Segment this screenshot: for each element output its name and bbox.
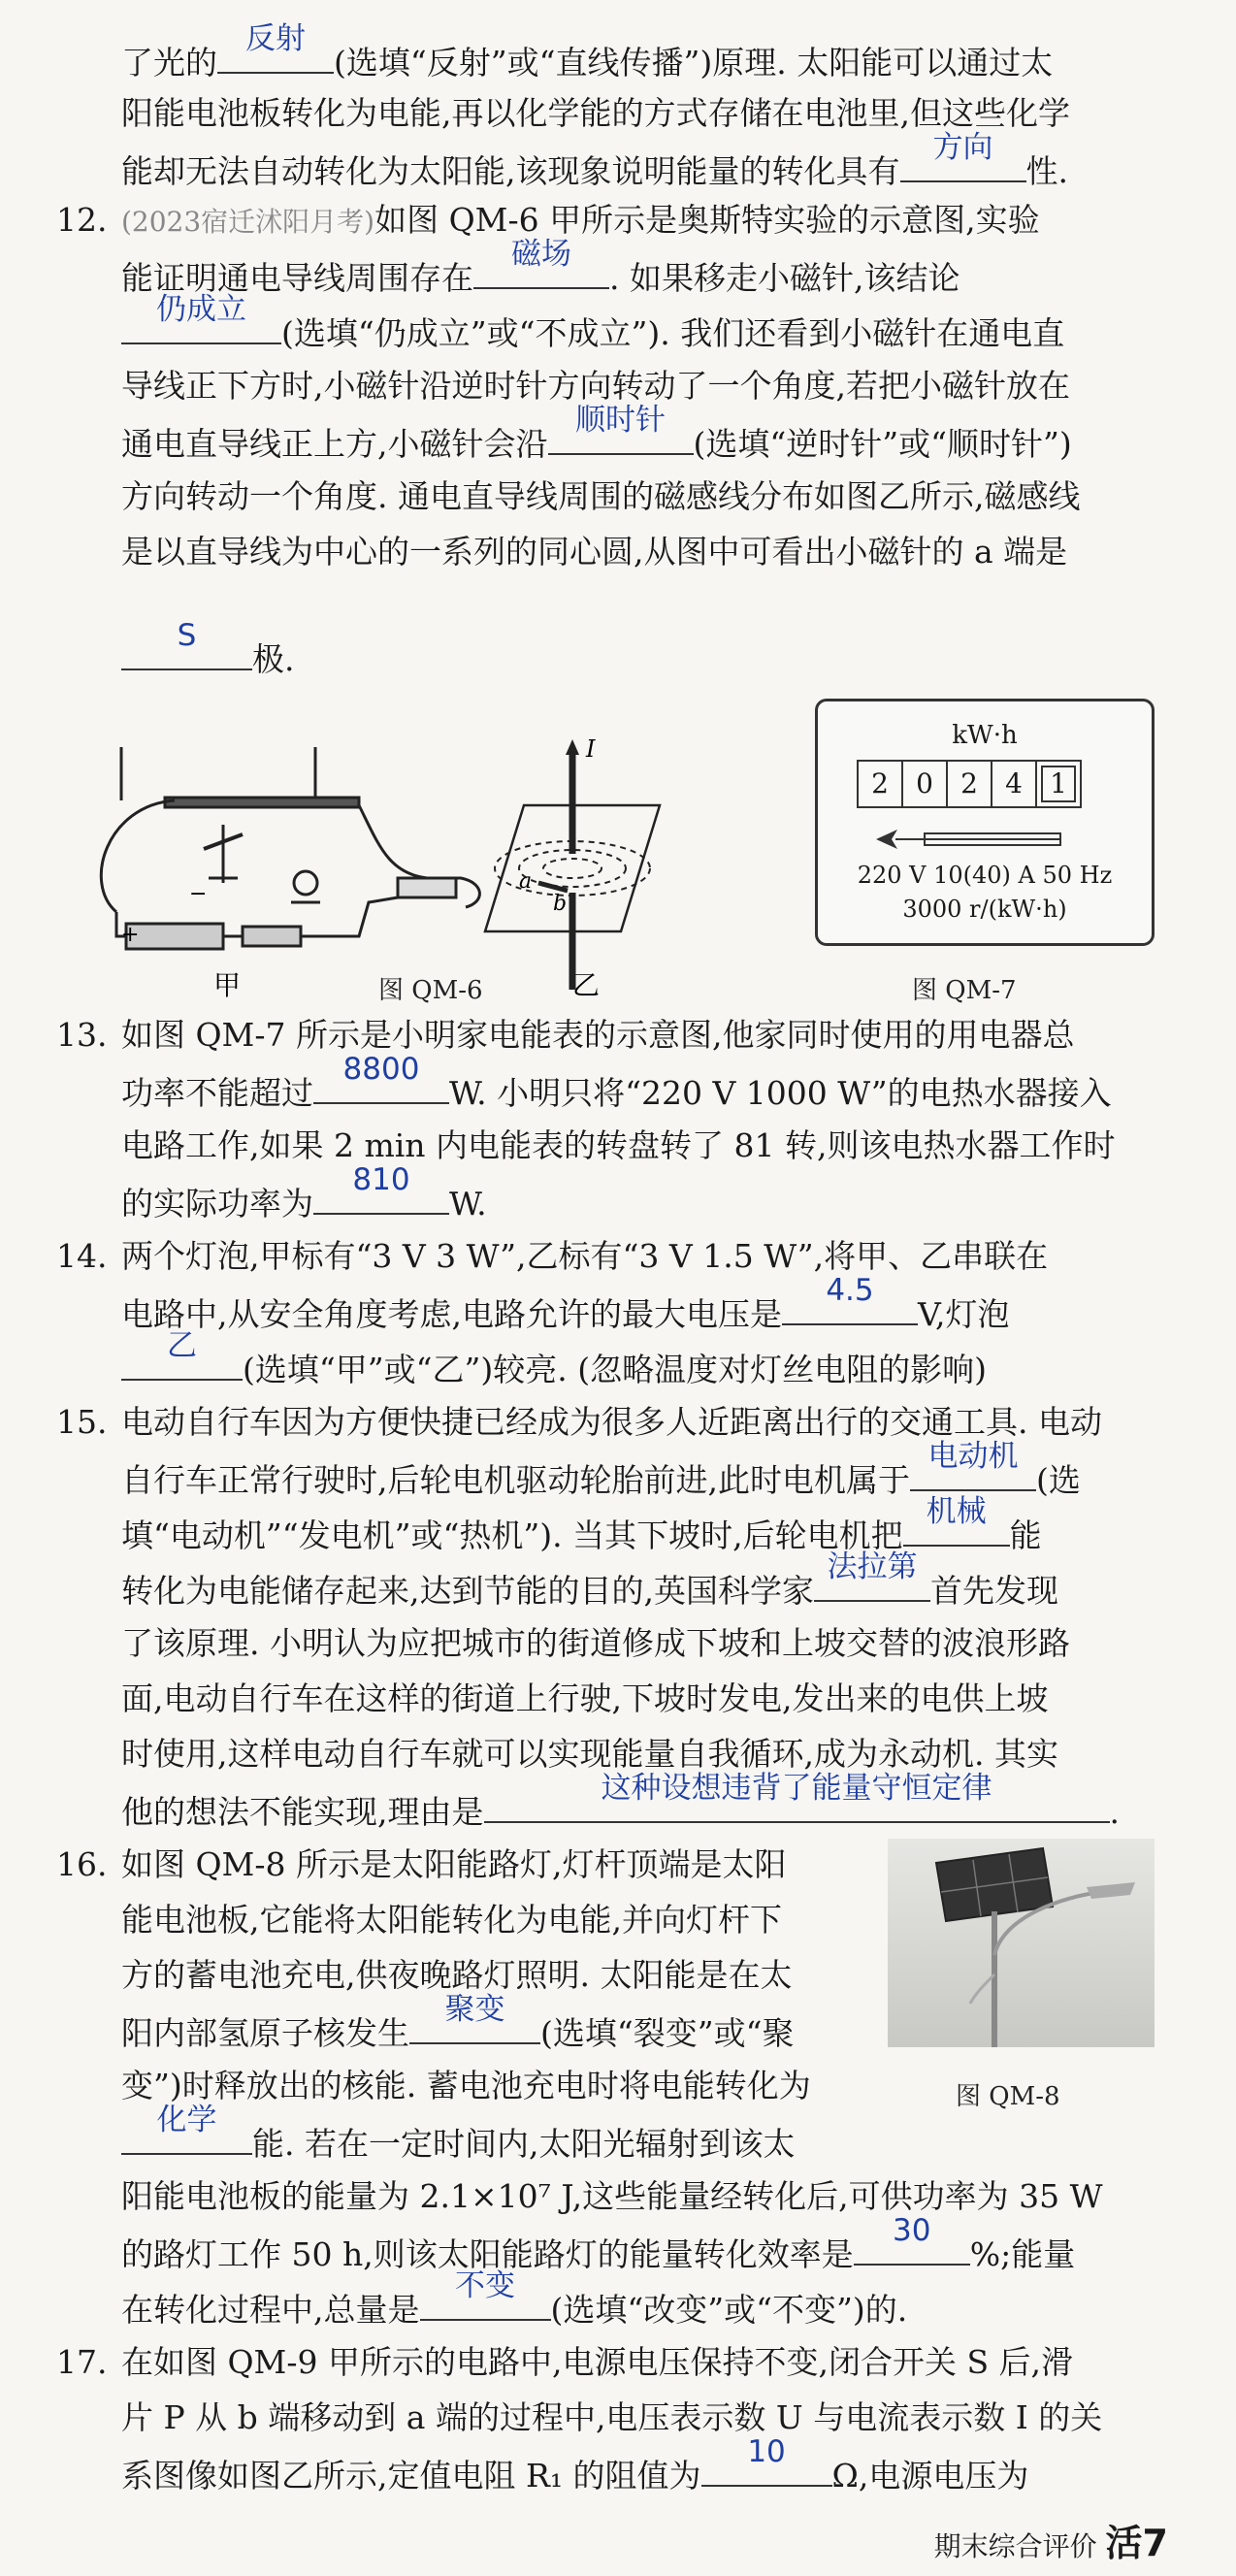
q15-line-1: 电动自行车因为方便快捷已经成为很多人近距离出行的交通工具. 电动 — [121, 1403, 1102, 1441]
q16-line-9: 在转化过程中,总量是 不变 (选填“改变”或“不变”)的. — [121, 2268, 908, 2329]
electricity-meter — [815, 699, 1155, 946]
meter-unit: kW·h — [952, 721, 1018, 750]
answer-blank[interactable]: 化学 — [121, 2120, 252, 2155]
q12-line-5: 通电直导线正上方,小磁针会沿 顺时针 (选填“逆时针”或“顺时针”) — [121, 403, 1072, 463]
q11-line-2: 阳能电池板转化为电能,再以化学能的方式存储在电池里,但这些化学 — [121, 94, 1070, 132]
meter-digit: 0 — [901, 760, 948, 808]
answer-blank[interactable]: 顺时针 — [548, 420, 694, 455]
answer-blank[interactable]: 810 — [313, 1180, 449, 1215]
answer-blank[interactable]: 仍成立 — [121, 310, 281, 344]
answer-blank[interactable]: 8800 — [313, 1069, 449, 1104]
q13-line-1: 如图 QM-7 所示是小明家电能表的示意图,他家同时使用的用电器总 — [121, 1016, 1075, 1054]
q12-line-6: 方向转动一个角度. 通电直导线周围的磁感线分布如图乙所示,磁感线 — [121, 477, 1081, 515]
q12-line-1: (2023宿迁沭阳月考)如图 QM-6 甲所示是奥斯特实验的示意图,实验 — [121, 201, 1040, 239]
q16-line-3: 方的蓄电池充电,供夜晚路灯照明. 太阳能是在太 — [121, 1956, 793, 1994]
q16-line-4: 阳内部氢原子核发生 聚变 (选填“裂变”或“聚 — [121, 1992, 795, 2052]
answer-blank[interactable]: 4.5 — [782, 1290, 918, 1325]
q11-line-3: 能却无法自动转化为太阳能,该现象说明能量的转化具有 方向 性. — [121, 130, 1068, 190]
oersted-experiment-figure — [101, 747, 479, 949]
question-number: 16. — [56, 1845, 108, 1883]
q12-line-4: 导线正下方时,小磁针沿逆时针方向转动了一个角度,若把小磁针放在 — [121, 367, 1070, 405]
answer-blank[interactable]: S — [121, 636, 252, 670]
footer-section: 活 — [1105, 2522, 1143, 2564]
meter-digits — [857, 760, 1082, 808]
answer-blank[interactable]: 磁场 — [473, 254, 609, 289]
q15-line-5: 了该原理. 小明认为应把城市的街道修成下坡和上坡交替的波浪形路 — [121, 1624, 1070, 1662]
meter-digit: 2 — [857, 760, 903, 808]
q15-line-3: 填“电动机”“发电机”或“热机”). 当其下坡时,后轮电机把 机械 能 — [121, 1494, 1042, 1554]
q12-line-2: 能证明通电导线周围存在 磁场 . 如果移走小磁针,该结论 — [121, 237, 960, 297]
q14-line-2: 电路中,从安全角度考虑,电路允许的最大电压是 4.5 V,灯泡 — [121, 1273, 1010, 1333]
q17-line-2: 片 P 从 b 端移动到 a 端的过程中,电压表示数 U 与电流表示数 I 的关 — [121, 2398, 1103, 2436]
question-number: 17. — [56, 2343, 108, 2381]
figure-label-yi: 乙 — [572, 969, 601, 1001]
q11-line-1: 了光的 反射 (选填“反射”或“直线传播”)原理. 太阳能可以通过太 — [121, 21, 1054, 82]
answer-blank[interactable]: 机械 — [903, 1512, 1010, 1547]
q16-line-1: 如图 QM-8 所示是太阳能路灯,灯杆顶端是太阳 — [121, 1845, 787, 1883]
question-number: 13. — [56, 1016, 108, 1054]
meter-digit: 4 — [991, 760, 1037, 808]
answer-blank[interactable]: 30 — [854, 2231, 970, 2266]
q16-line-2: 能电池板,它能将太阳能转化为电能,并向灯杆下 — [121, 1901, 782, 1939]
q13-line-2: 功率不能超过 8800 W. 小明只将“220 V 1000 W”的电热水器接入 — [121, 1052, 1112, 1112]
q13-line-4: 的实际功率为 810 W. — [121, 1162, 487, 1223]
meter-disc-indicator — [876, 828, 1099, 851]
figure-label-jia: 甲 — [213, 969, 242, 1001]
needle-end-b: b — [553, 892, 568, 916]
q15-line-2: 自行车正常行驶时,后轮电机驱动轮胎前进,此时电机属于 电动机 (选 — [121, 1439, 1081, 1499]
page-number: 7 — [1142, 2522, 1168, 2564]
answer-blank[interactable]: 法拉第 — [814, 1567, 930, 1602]
figure-qm8-caption: 图 QM-8 — [956, 2082, 1060, 2111]
q15-line-7: 时使用,这样电动自行车就可以实现能量自我循环,成为永动机. 其实 — [121, 1735, 1058, 1773]
question-number: 15. — [56, 1403, 108, 1441]
answer-blank[interactable]: 聚变 — [409, 2009, 540, 2044]
answer-blank[interactable]: 电动机 — [910, 1456, 1036, 1491]
answer-blank[interactable]: 方向 — [900, 147, 1026, 182]
q12-line-3: 仍成立 (选填“仍成立”或“不成立”). 我们还看到小磁针在通电直 — [121, 310, 1064, 355]
needle-end-a: a — [519, 869, 533, 894]
q17-line-1: 在如图 QM-9 甲所示的电路中,电源电压保持不变,闭合开关 S 后,滑 — [121, 2343, 1074, 2381]
q17-line-3: 系图像如图乙所示,定值电阻 R₁ 的阻值为 10 Ω,电源电压为 — [121, 2434, 1029, 2494]
figure-qm6-caption: 图 QM-6 — [378, 976, 483, 1005]
minus-sign: − — [189, 882, 208, 906]
plus-sign: + — [121, 923, 140, 947]
answer-blank[interactable]: 这种设想违背了能量守恒定律 — [484, 1788, 1110, 1823]
q12-line-7: 是以直导线为中心的一系列的同心圆,从图中可看出小磁针的 a 端是 — [121, 533, 1068, 571]
answer-blank[interactable]: 乙 — [121, 1346, 243, 1381]
current-label: I — [586, 735, 596, 763]
q16-line-7: 阳能电池板的能量为 2.1×10⁷ J,这些能量经转化后,可供功率为 35 W — [121, 2177, 1103, 2215]
q13-line-3: 电路工作,如果 2 min 内电能表的转盘转了 81 转,则该电热水器工作时 — [121, 1126, 1116, 1164]
answer-blank[interactable]: 不变 — [420, 2286, 551, 2321]
answer-blank[interactable]: 10 — [701, 2452, 832, 2487]
question-number: 14. — [56, 1237, 108, 1275]
meter-digit: 2 — [946, 760, 992, 808]
q16-line-5: 变”)时释放出的核能. 蓄电池充电时将电能转化为 — [121, 2067, 811, 2104]
magnetic-field-figure — [485, 739, 660, 990]
q14-line-3: 乙 (选填“甲”或“乙”)较亮. (忽略温度对灯丝电阻的影响) — [121, 1346, 987, 1391]
q16-line-8: 的路灯工作 50 h,则该太阳能路灯的能量转化效率是 30 %;能量 — [121, 2213, 1076, 2273]
q15-line-4: 转化为电能储存起来,达到节能的目的,英国科学家 法拉第 首先发现 — [121, 1549, 1058, 1610]
meter-revolutions: 3000 r/(kW·h) — [902, 896, 1067, 923]
meter-digit-decimal: 1 — [1035, 760, 1082, 808]
q15-line-8: 他的想法不能实现,理由是 这种设想违背了能量守恒定律 . — [121, 1771, 1120, 1831]
q16-line-6: 化学 能. 若在一定时间内,太阳光辐射到该太 — [121, 2120, 795, 2166]
figure-qm7-caption: 图 QM-7 — [912, 976, 1017, 1005]
meter-spec: 220 V 10(40) A 50 Hz — [857, 862, 1113, 889]
solar-street-light-photo — [888, 1839, 1155, 2047]
page-footer — [934, 2513, 1168, 2566]
footer-label: 期末综合评价 — [933, 2530, 1097, 2562]
q15-line-6: 面,电动自行车在这样的街道上行驶,下坡时发电,发出来的电供上坡 — [121, 1679, 1049, 1717]
q12-line-8: S 极. — [121, 636, 295, 681]
answer-blank[interactable]: 反射 — [217, 39, 334, 74]
figure-qm6 — [78, 718, 699, 1009]
q14-line-1: 两个灯泡,甲标有“3 V 3 W”,乙标有“3 V 1.5 W”,将甲、乙串联在 — [121, 1237, 1049, 1275]
question-number: 12. — [56, 201, 108, 239]
source-tag: (2023宿迁沭阳月考) — [121, 206, 375, 238]
